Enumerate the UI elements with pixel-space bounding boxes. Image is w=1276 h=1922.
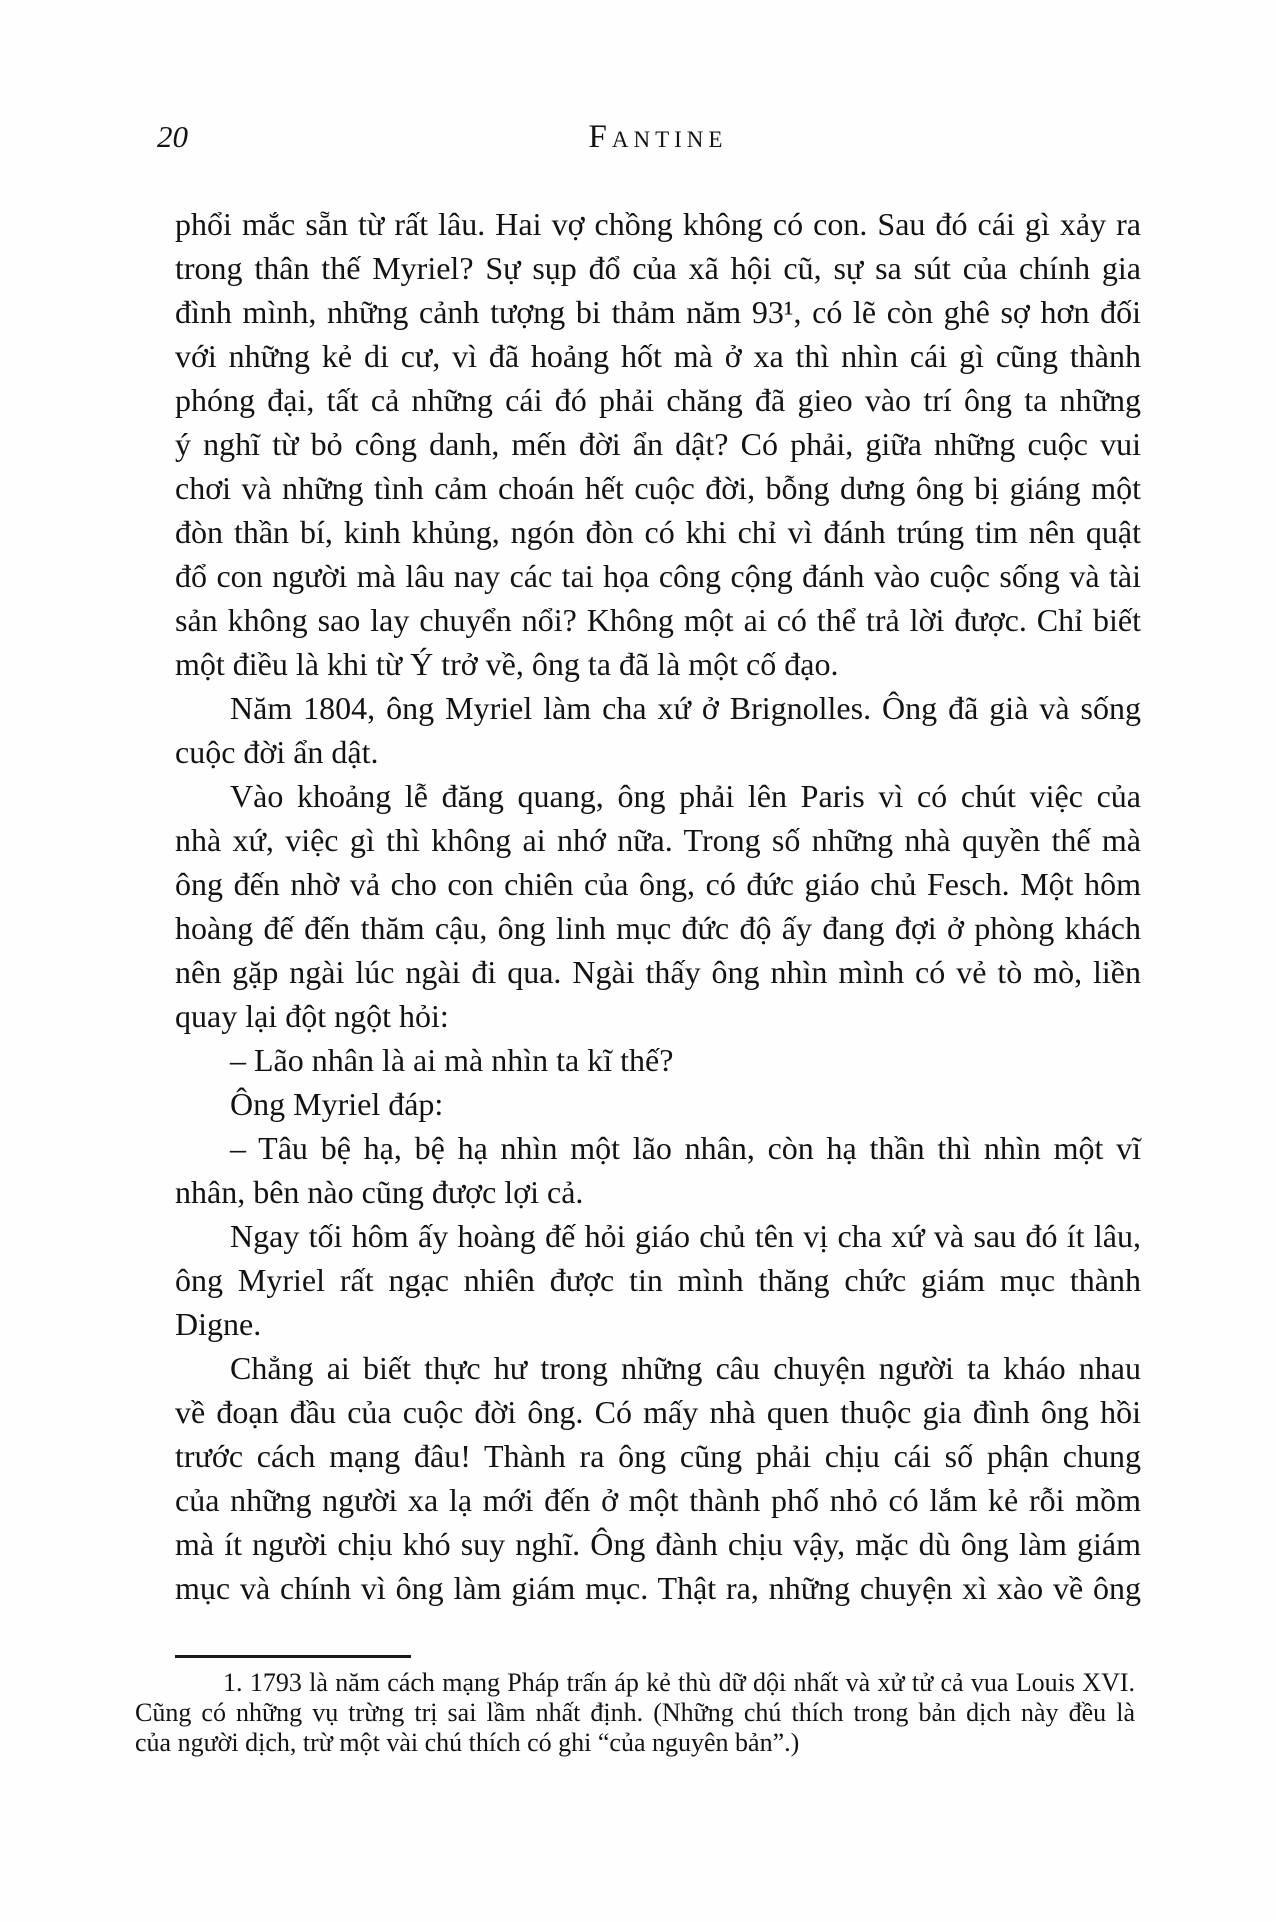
body-line: ông đến nhờ vả cho con chiên của ông, có đức giáo chủ Fesch. Một hôm [175, 866, 1141, 902]
body-line: với những kẻ di cư, vì đã hoảng hốt mà ở xa thì nhìn cái gì cũng thành [175, 338, 1141, 374]
body-line: cuộc đời ẩn dật. [175, 734, 379, 770]
body-line: nhà xứ, việc gì thì không ai nhớ nữa. Trong số những nhà quyền thế mà [175, 822, 1141, 858]
body-line: nên gặp ngài lúc ngài đi qua. Ngài thấy ông nhìn mình có vẻ tò mò, liền [175, 954, 1141, 990]
body-line: Ngay tối hôm ấy hoàng đế hỏi giáo chủ tên vị cha xứ và sau đó ít lâu, [230, 1218, 1141, 1254]
body-text-block [175, 202, 1141, 1610]
body-line: chơi và những tình cảm choán hết cuộc đời, bỗng dưng ông bị giáng một [175, 470, 1141, 506]
body-line: về đoạn đầu của cuộc đời ông. Có mấy nhà quen thuộc gia đình ông hồi [175, 1394, 1141, 1430]
body-line: phóng đại, tất cả những cái đó phải chăng đã gieo vào trí ông ta những [175, 382, 1141, 418]
body-line: – Lão nhân là ai mà nhìn ta kĩ thế? [230, 1042, 674, 1078]
body-line: đòn thần bí, kinh khủng, ngón đòn có khi chỉ vì đánh trúng tim nên quật [175, 514, 1141, 550]
body-line: mà ít người chịu khó suy nghĩ. Ông đành chịu vậy, mặc dù ông làm giám [175, 1526, 1141, 1562]
footnote-line: của người dịch, trừ một vài chú thích có ghi “của nguyên bản”.) [135, 1728, 800, 1757]
body-line: Digne. [175, 1306, 262, 1342]
body-line: đổ con người mà lâu nay các tai họa công cộng đánh vào cuộc sống và tài [175, 558, 1141, 594]
body-line: ông Myriel rất ngạc nhiên được tin mình thăng chức giám mục thành [175, 1262, 1141, 1298]
footnote-line: 1. 1793 là năm cách mạng Pháp trấn áp kẻ thù dữ dội nhất và xử tử cả vua Louis XVI. [223, 1668, 1135, 1697]
body-line: một điều là khi từ Ý trở về, ông ta đã là một cố đạo. [175, 646, 839, 682]
body-line: mục và chính vì ông làm giám mục. Thật ra, những chuyện xì xào về ông [175, 1570, 1141, 1606]
footnote-rule [175, 1655, 411, 1658]
body-line: hoàng đế đến thăm cậu, ông linh mục đức độ ấy đang đợi ở phòng khách [175, 910, 1141, 946]
body-line: Chẳng ai biết thực hư trong những câu chuyện người ta kháo nhau [230, 1350, 1141, 1386]
page-number: 20 [157, 119, 188, 154]
body-line: trong thân thế Myriel? Sự sụp đổ của xã hội cũ, sự sa sút của chính gia [175, 250, 1141, 286]
body-line: sản không sao lay chuyển nổi? Không một ai có thể trả lời được. Chỉ biết [175, 602, 1141, 638]
body-line: Ông Myriel đáp: [230, 1086, 444, 1122]
running-title: Fantine [588, 119, 728, 155]
footnote-line: Cũng có những vụ trừng trị sai lầm nhất định. (Những chú thích trong bản dịch này đều là [135, 1698, 1135, 1727]
body-line: đình mình, những cảnh tượng bi thảm năm 93¹, có lẽ còn ghê sợ hơn đối [175, 294, 1141, 330]
body-line: quay lại đột ngột hỏi: [175, 998, 449, 1034]
body-line: phổi mắc sẵn từ rất lâu. Hai vợ chồng không có con. Sau đó cái gì xảy ra [175, 206, 1141, 242]
body-line: trước cách mạng đâu! Thành ra ông cũng phải chịu cái số phận chung [175, 1438, 1141, 1474]
footnote-block [135, 1668, 1135, 1758]
body-line: Vào khoảng lễ đăng quang, ông phải lên Paris vì có chút việc của [230, 778, 1141, 814]
body-line: Năm 1804, ông Myriel làm cha xứ ở Brignolles. Ông đã già và sống [230, 690, 1141, 726]
body-line: ý nghĩ từ bỏ công danh, mến đời ẩn dật? Có phải, giữa những cuộc vui [175, 426, 1141, 462]
body-line: – Tâu bệ hạ, bệ hạ nhìn một lão nhân, còn hạ thần thì nhìn một vĩ [230, 1130, 1141, 1166]
body-line: của những người xa lạ mới đến ở một thành phố nhỏ có lắm kẻ rỗi mồm [175, 1482, 1141, 1518]
body-line: nhân, bên nào cũng được lợi cả. [175, 1174, 584, 1210]
page-header [157, 116, 1141, 158]
